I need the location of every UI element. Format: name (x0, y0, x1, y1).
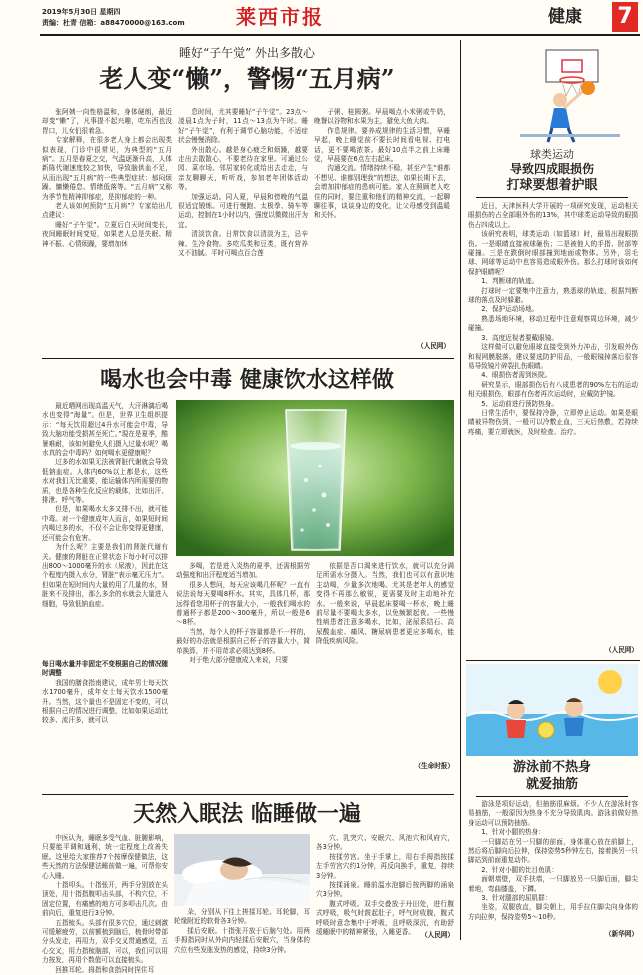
article1-kicker: 睡好“子午觉” 外出多散心 (178, 46, 316, 60)
list-heading: 3、高度近视者要戴眼镜。 (481, 333, 558, 342)
paragraph: 多喝，若是进入炎热的夏季，还需根据劳动强度和出汗程度适当增加。 (176, 562, 310, 580)
sidebar1-title2: 打球要想着护眼 (506, 178, 598, 193)
paragraph: 日常生活中，要保持冷静，立即停止运动。如果是眼睛被异物伤到，一般可以冷敷止血，三天后热敷，若持续疼痛，要立即就医，及时检查、治疗。 (468, 408, 638, 436)
article2-source: （生命时报） (414, 762, 454, 770)
list-heading: 1、针对小腿的热身： (481, 828, 545, 837)
paragraph: 朵，分别从下往上搓揉耳轮、耳轮脚，耳轮缘附近的软骨各3分钟。 (174, 908, 310, 926)
paragraph: 打球时一定要集中注意力，熟悉球的轨迹，根据判断球的落点及时躲避。 (468, 286, 638, 305)
article2-title: 喝水也会中毒 健康饮水这样做 (100, 367, 394, 393)
article1-col1 (42, 108, 172, 358)
paragraph: 近日，天津医科大学开展的一项研究发现，运动相关眼损伤的占全部眼外伤的13%，其中球类运动导致的眼损伤占四成以上。 (468, 202, 638, 229)
paragraph: 按揉劳宫。坐于手掌上，用右手拇指按揉左手劳宫穴约1分钟，再反向换手，重复，持续3分钟。 (316, 852, 454, 880)
divider-3 (466, 660, 640, 661)
paragraph: 过多的水如果无法被肾脏代谢就会导致低钠血症。人体内60%以上都是水，这些水对我们无比重要，能运输体内所需要的物质，也是各种生化反应的载体，比如出汗、排泄、呼气等。 (42, 458, 168, 505)
sleeping-woman-photo (174, 834, 310, 906)
sidebar2-body (468, 800, 638, 926)
paragraph: 穴、乳突穴、安眠穴、风池穴和风府穴，各3分钟。 (316, 834, 454, 852)
divider-1 (42, 358, 454, 359)
article1-col2 (178, 108, 308, 358)
paragraph: 清淡饮食。日常饮食以清淡为主，忌辛辣、生冷食物。多吃瓜类和豆类，既有营养又不油腻。平时可喝点百合莲 (178, 230, 308, 258)
paragraph: 但是，如果喝水太多又排不出，就可能中毒。对一个健康成年人而言，如果短时间内喝过多的水，不仅不会让你变得更健康，还可能会有危害。 (42, 505, 168, 542)
list-heading: 3、针对腿部的屈肌群： (481, 894, 552, 903)
swimming-illustration (466, 664, 638, 756)
sidebar2-title1: 游泳前不热身 (512, 760, 591, 775)
paragraph: 游泳是项好运动，但抽筋很麻烦。不少人在游泳时容易抽筋，一般原因为热身不充分导致肌肉。游泳前做好热身运动可以预防抽筋。 (468, 800, 638, 827)
article1-col3 (314, 108, 450, 353)
sidebar1-kicker: 球类运动 (530, 148, 574, 161)
paragraph: 这样做可以避免眼球直接受到外力冲击，引发眼外伤和视网膜脱落。建议要选防护用品，一般眼镜掉落后很容易导致镜片碎裂扎伤眼睛。 (468, 343, 638, 370)
date-line: 2019年5月30日 星期四 (42, 8, 121, 16)
page-number: 7 (612, 2, 638, 32)
paragraph: 作息规律。要养成规律的生活习惯，早睡早起，晚上睡觉前不要长时间看电视、打电话，更不要喝浓茶。最好10点半之前上床睡觉，早晨要在6点左右起床。 (314, 126, 450, 164)
section-name: 健康 (548, 7, 582, 27)
article3-col1 (42, 834, 168, 974)
basketball-illustration (500, 44, 634, 144)
paragraph: 我国的膳食指南建议，成年男士每天饮水1700毫升，成年女士每天饮水1500毫升。当然，这个量也不是固定不变的，可以根据自己的情况进行调整，比如如果运动比较多、流汗多，就可以 (42, 678, 168, 725)
sidebar-divider (460, 40, 461, 940)
paragraph: 该研究表明，球类运动（如篮球）时，最易出现眼损伤。一是眼睛直接被球砸伤；二是被他人的手指、肘部等碰撞。三是在跌倒时眼部撞到地面或物体。另外，羽毛球、网球等运动中也容易造成眼外伤。那么打球时该如何保护眼睛呢？ (468, 230, 638, 276)
paragraph: 外出散心。越是身心疲乏和烦躁，越要走出去散散心，不要老待在家里。可通过公园、菜市场、邻居家转化或给出去走走，与亲友聊聊天，听听戏，参加老年团体活动等。 (178, 145, 308, 192)
paragraph: 最近晒网出现高温天气，大汗淋漓后喝水也变得“海量”。但是，世界卫生组织提示：“每天饮用超过4升水可能会中毒，导致大脑功能受损甚至死亡。”現在是夏季，酷暑难耐，该如何避免人们摄入过量水呢？喝水真的会中毒吗？如何喝水更健康呢？ (42, 402, 168, 458)
article3-col2 (174, 908, 310, 954)
article3-source: （人民网） (421, 931, 454, 939)
sidebar2-source: （新华网） (605, 930, 638, 938)
sidebar1-title1: 导致四成眼损伤 (509, 162, 594, 176)
paragraph: 回推耳轮。拇指和食指同时捏住耳 (55, 965, 155, 974)
paragraph: 五指梳头。头部有很多穴位，通过刺激可缓解疲劳，以前额梳到脑后，梳骨时带部分头发走，再用力，双手交叉贯通感觉，五心交叉，用力指梳脑部，可以，我们可以用力按发，再用个数值可以直接梳头。 (42, 918, 168, 965)
article3-title: 天然入眠法 临睡做一遍 (133, 801, 361, 827)
divider-2 (42, 794, 454, 795)
paragraph: 坐姿，双腿放直，脚尖朝上，用手拉住脚尖向身体的方向拉伸，保持姿势5～10秒。 (468, 903, 638, 921)
article2-col3 (316, 562, 454, 762)
paragraph: 老人该如何预防“五月病”？专家给出几点建议： (42, 202, 172, 220)
swimmers-icon (466, 664, 638, 756)
sidebar1-title-rule (476, 197, 628, 198)
list-heading: 1、判断球的轨迹。 (481, 277, 539, 286)
water-glass-illustration (176, 400, 454, 556)
paragraph: 为什么呢？主要是我们的肾脏代谢有关。健康的肾脏在正常状态下每小时可以排出800～1000毫升的水（尿液），因此在这个程度内摄入水分，肾脏“表示毫无压力”。但如果在短时间内大量的用了几量的水，肾脏来不及排出，那么多余的水就会大量进入细胞，导致低钠血症。 (42, 543, 168, 608)
basketball-player-icon (500, 44, 634, 144)
list-heading: 2、针对小腿的比目鱼肌： (481, 865, 558, 874)
article2-col1 (42, 402, 168, 660)
sleeping-woman-illustration (174, 834, 310, 906)
paragraph: 息时间，尤其要睡好“子午觉”。23点～凌晨1点为子时，11点～13点为午时。睡好“子午觉”，有利于调节心脑功能，不适症状会慢慢消除。 (178, 108, 308, 145)
article2-col2 (176, 562, 310, 790)
paragraph: 研究显示，眼部损伤后有八成患者的90%左右的运动相关眼损伤，眼部有伤者再次运动时，应戴防护镜。 (468, 380, 638, 399)
paragraph: 腹式呼吸。双手交叠放于丹田处，进行腹式呼吸，吸气时鼓起肚子，呼气时收腹，腹式呼吸时意念集中于呼吸，且呼吸深沉，有助舒缓睡眠中的精神紧张，入睡更香。 (316, 899, 454, 937)
sidebar1-source: （人民网） (605, 646, 638, 654)
paragraph: 面朝墙壁，双手扶墙，一只脚放另一只脚后面，脚尖着地，弯曲膝盖，下蹲。 (468, 875, 638, 893)
editor-line: 责编：杜青 信箱：a88470000@163.com (42, 19, 185, 27)
article1-source: （人民网） (417, 342, 450, 350)
paragraph: 很多人想问，每天应该喝几杯呢？一直有说法说每天要喝8杯水。其实，具体几杯，那远得看您用杯子的容量大小，一般我们喝水的普通杯子都是200～300毫升，所以一般是6～8杯。 (176, 580, 310, 627)
paragraph: 沟通交流。情绪持续不稳，甚至产生“谁都不想见、谁都别理我”的想法，如果长期下去，会增加抑郁症的患病可能。家人在照顾老人吃住的同时，要注重和他们的精神交流，一起聊聊往事，谈谈身边的变化，让父母感受到温暖和关怀。 (314, 164, 450, 220)
header-rule (40, 34, 640, 36)
paragraph: 按揉涌泉。睡前温水泡脚后按两脚的涌泉穴3分钟。 (316, 881, 454, 899)
article1-title: 老人变“懒”，警惕“五月病” (99, 64, 395, 93)
paragraph: 揉后安眠。十指张开放于后脑勺处。用两手拇指同时从外向内轻揉后安眠穴，当身体的穴位有些发胀发热的感觉，持续3分钟。 (174, 926, 310, 954)
paragraph: 中医认为，睡眠多受气血、脏腑影响，只要能平调和通利，统一定程度上改善失眠。这里给大家推荐7个按摩保健做法，这些天然的方法保健法睡前做一遍，可帮你安心入睡。 (42, 834, 168, 880)
article2-subhead: 每日喝水量并非固定不变根据自己的情况随时调整 (42, 660, 168, 678)
paragraph: 当然，每个人的杯子容量都是不一样的，最好的办法就是根据自己杯子的容量大小，简单换算，并不用苛求必须达到8杯。 (176, 627, 310, 655)
header-bar (0, 0, 643, 36)
paragraph: 专家解释，在很多老人身上都会出现类似表现，门诊中很常见，为典型的“五月病”。五月是春夏之交，气温逐渐升高，人体新陈代谢速度较之加快，导致脑供血不足，从而出现“五月病”的一些典型症状：郁闷烦躁、慵懒倦怠、情绪低落等。“五月病”又称为季节性精神抑郁症，是抑郁症的一种。 (42, 136, 172, 201)
paragraph: 子粥、桂圆粥。早晨喝点小米粥或牛奶，晚餐以谷物和水果为主，避免大鱼大肉。 (314, 108, 450, 126)
sidebar2-title-rule (476, 796, 628, 797)
article2-col1-sub (42, 660, 168, 792)
paper-name: 莱西市报 (236, 5, 324, 29)
list-heading: 5、运动前进行预防热身。 (481, 399, 558, 408)
paragraph: 加强运动。同人夏，早晨和傍晚的气温很适宜锻炼。可进行慢跑、太极拳、骑车等运动，控制在1小时以内，强度以微微出汗为宜。 (178, 192, 308, 229)
paragraph: 十指叩头。十指张开，两手分别放在头顶处，用十指指腹叩击头部，不构穴位，不固定位置，有痛感的地方可多叩击几次。由前向后，重复进行3分钟。 (42, 881, 168, 918)
list-heading: 4、眼损伤者需到医院。 (481, 371, 552, 380)
sidebar2-title2: 就爱抽筋 (525, 777, 578, 792)
paragraph: 张阿姨一向性格温和，身体硬朗，最近却变“懒”了，凡事提不起兴趣，吃东西也没胃口，儿女们很着急。 (42, 108, 172, 135)
water-glass-photo (176, 400, 454, 556)
sidebar1-body (468, 202, 638, 642)
paragraph: 熟悉场地环境，移动过程中注意观察周边环境，减少碰撞。 (468, 314, 638, 333)
paragraph: 依据是否口渴来进行饮水，就可以充分满足所需水分摄入。当然，我们也可以有意识地主动喝，少量多次地喝。尤其是老年人的感觉变得不再那么敏锐，更需要及时主动地补充水。一般来说，早晨起床要喝一杯水，晚上睡前尽量不要喝太多水，以免频繁起夜。一些慢性病患者注意多喝水，比如，泌尿系结石、高尿酸血症、痛风、糖尿病患者更应多喝水，能降低疾病风险。 (316, 562, 454, 646)
paragraph: 睡好“子午觉”。立夏后白天时间变长，夜间睡眠时间变短，如果老人总是失眠、精神不振、心情烦躁，要增加休 (42, 220, 172, 248)
paragraph: 一只脚站在另一只脚的前面，身体重心放在前脚上，然后将后脚向后拉伸，保持姿势5秒钟左右，接着换另一只脚站到前面重复动作。 (468, 837, 638, 865)
paragraph: 对于绝大部分健康成人来说，只要 (189, 656, 289, 665)
list-heading: 2、保护运动场地。 (481, 305, 539, 314)
